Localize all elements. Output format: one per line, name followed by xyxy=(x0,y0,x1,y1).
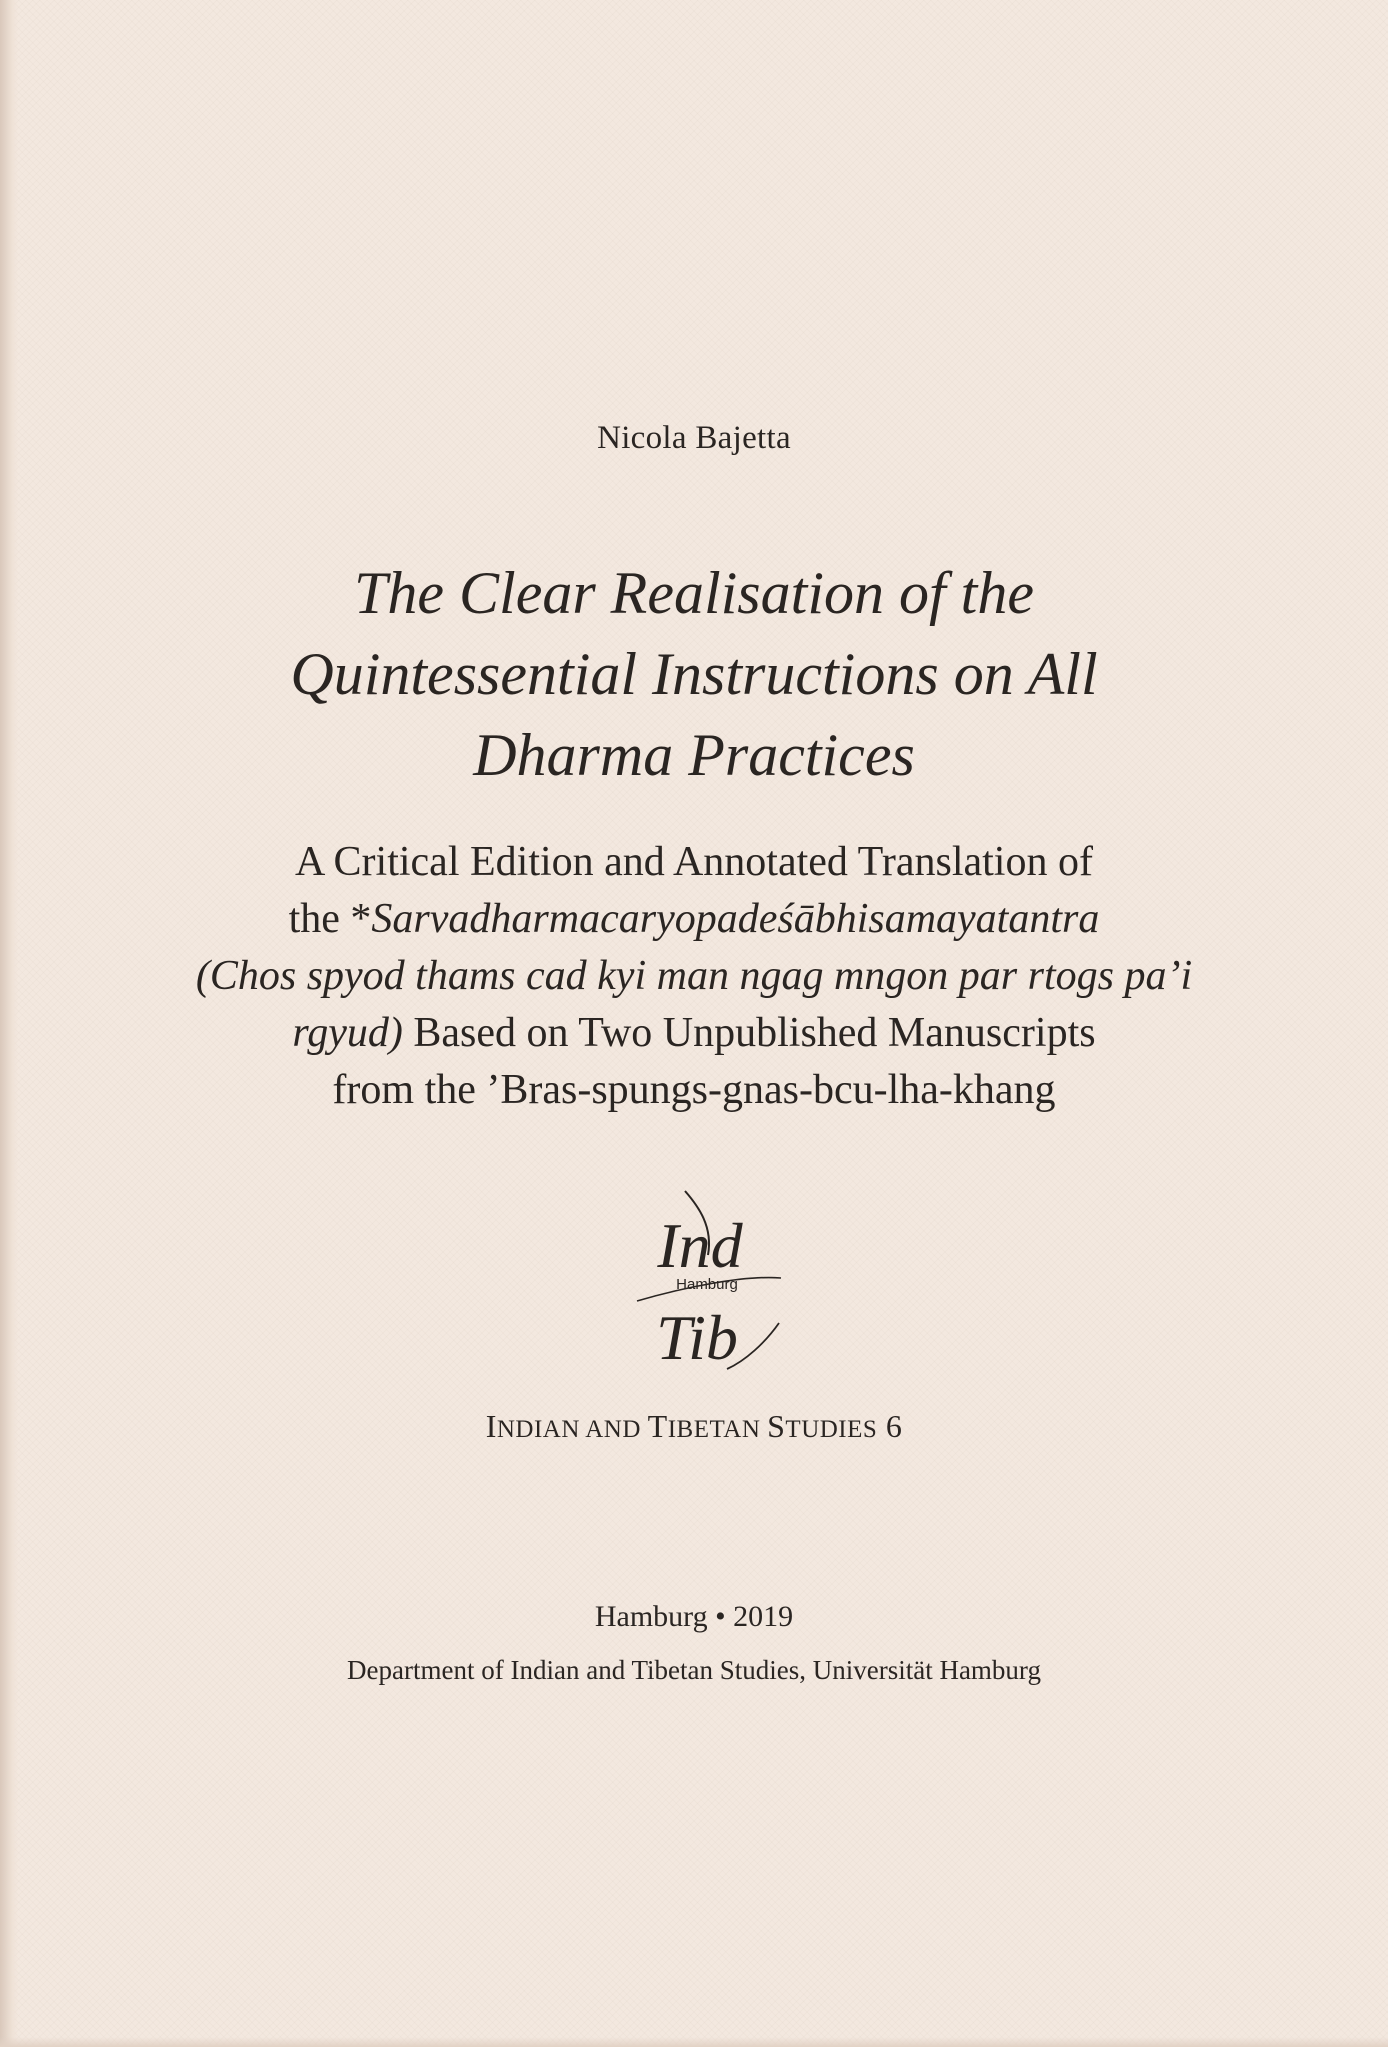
series-number: 6 xyxy=(877,1408,903,1444)
subtitle-line: A Critical Edition and Annotated Translation of xyxy=(295,839,1093,885)
logo-tib-text: Tib xyxy=(656,1302,738,1373)
series-cap: I xyxy=(485,1408,497,1444)
indtib-hamburg-logo-icon xyxy=(615,1183,785,1383)
subtitle-line xyxy=(0,1005,1388,1062)
tibetan-title: (Chos spyod thams cad kyi man ngag mngon par rtogs pa’i xyxy=(195,953,1193,999)
series-smallcaps: NDIAN AND xyxy=(496,1416,648,1443)
book-subtitle xyxy=(0,834,1388,1119)
publisher: Department of Indian and Tibetan Studies, Universität Hamburg xyxy=(347,1655,1041,1685)
logo-ind-text: Ind xyxy=(657,1210,743,1281)
sanskrit-title: Sarvadharmacaryopadeśābhisamayatantra xyxy=(371,896,1100,942)
subtitle-text: the * xyxy=(288,896,372,942)
series-cap: S xyxy=(767,1408,786,1444)
series-name xyxy=(0,1408,1388,1445)
subtitle-line xyxy=(0,891,1388,948)
bottom-edge xyxy=(0,2037,1388,2047)
author-name: Nicola Bajetta xyxy=(597,420,791,456)
logo-hamburg-text: Hamburg xyxy=(676,1276,738,1293)
title-line: The Clear Realisation of the xyxy=(354,560,1034,626)
series-smallcaps: TUDIES xyxy=(785,1416,878,1443)
series-smallcaps: IBETAN xyxy=(667,1416,768,1443)
place-year: Hamburg • 2019 xyxy=(594,1600,794,1633)
title-line: Quintessential Instructions on All xyxy=(290,641,1098,707)
subtitle-text: Based on Two Unpublished Manuscripts xyxy=(402,1010,1096,1056)
tibetan-title-end: rgyud) xyxy=(292,1010,403,1056)
subtitle-line: from the ’Bras-spungs-gnas-bcu-lha-khang xyxy=(332,1067,1056,1113)
title-line: Dharma Practices xyxy=(473,722,915,788)
series-cap: T xyxy=(647,1408,668,1444)
book-title xyxy=(0,553,1388,796)
